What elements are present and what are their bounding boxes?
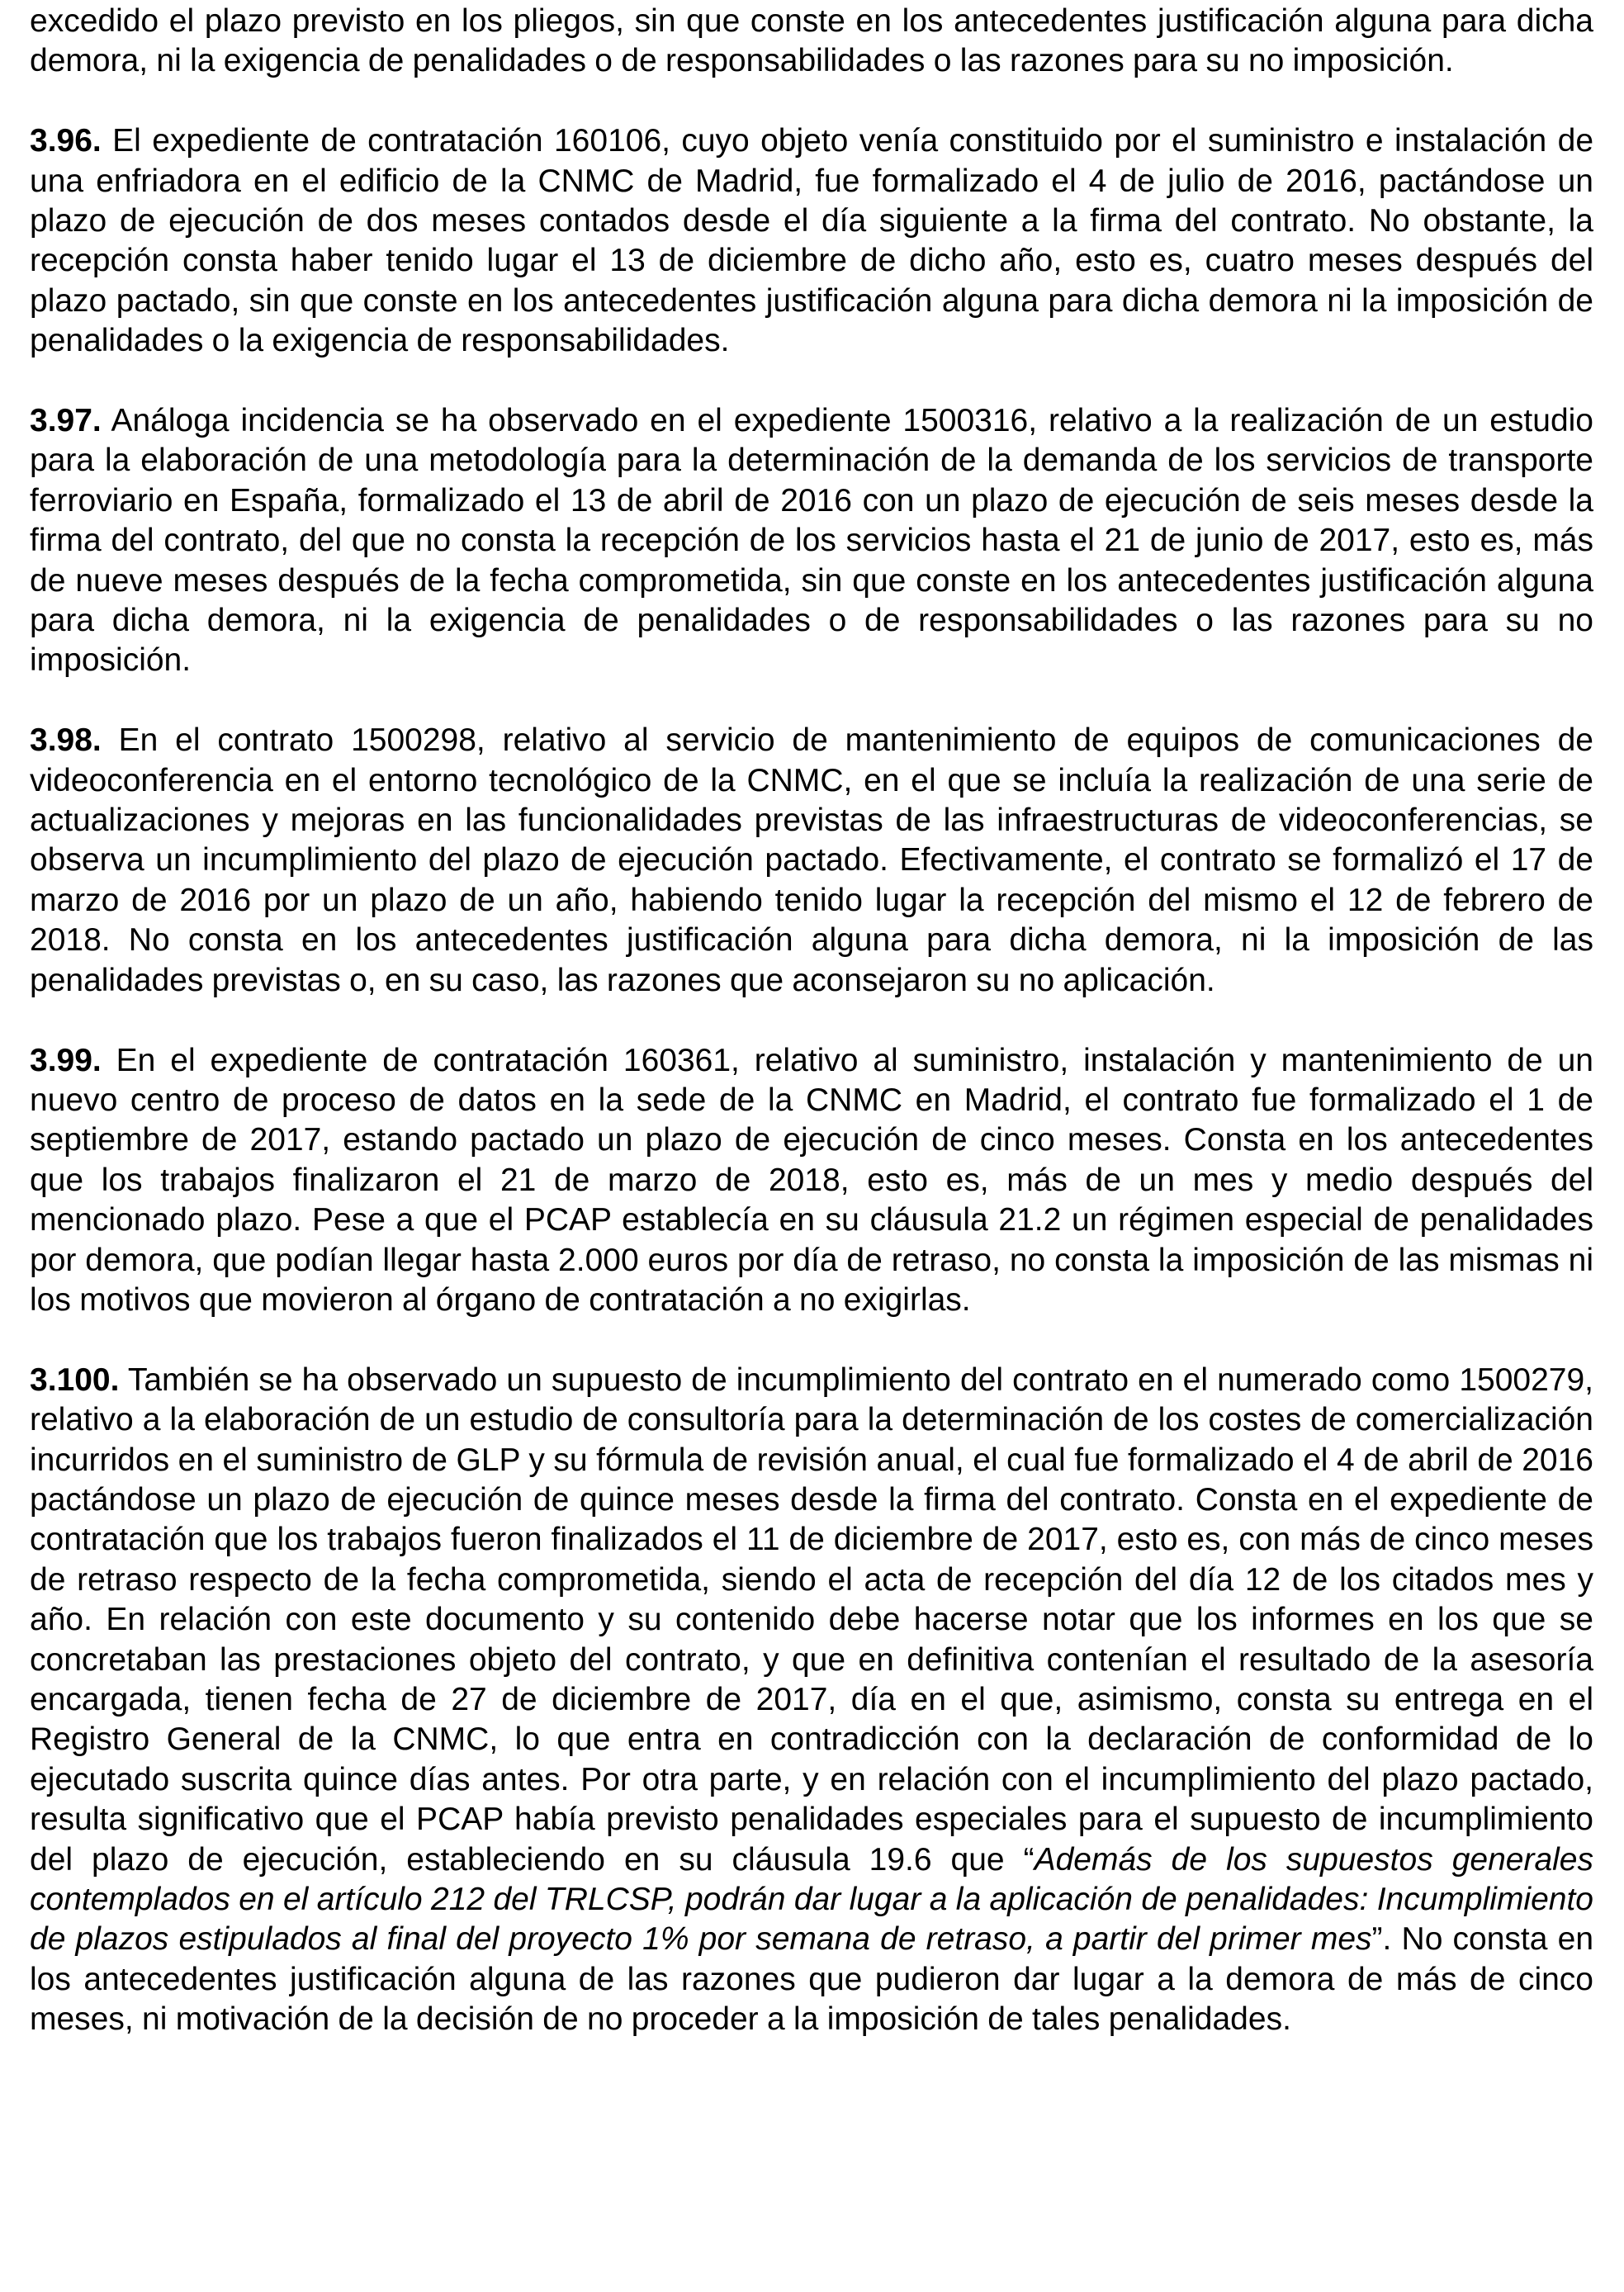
paragraph-3-100 [30, 1361, 1593, 2040]
paragraph-number: 3.98. [30, 722, 102, 759]
paragraph-3-96 [30, 121, 1593, 361]
paragraph-number: 3.97. [30, 403, 102, 439]
paragraph-text: En el contrato 1500298, relativo al servicio de mantenimiento de equipos de comunicaciones de videoconferencia en el entorno tecnológico de la CNMC, en el que se incluía la realización de una serie de actualizaciones y mejoras en las funcionalidades previstas de las infraestructuras de videoconferencias, se observa un incumplimiento del plazo de ejecución pactado. Efectivamente, el contrato se formalizó el 17 de marzo de 2016 por un plazo de un año, habiendo tenido lugar la recepción del mismo el 12 de febrero de 2018. No consta en los antecedentes justificación alguna para dicha demora, ni la imposición de las penalidades previstas o, en su caso, las razones que aconsejaron su no aplicación. [30, 722, 1593, 998]
document-page [30, 2, 1593, 2040]
paragraph-text: El expediente de contratación 160106, cuyo objeto venía constituido por el suministro e instalación de una enfriadora en el edificio de la CNMC de Madrid, fue formalizado el 4 de julio de 2016, pactándose un plazo de ejecución de dos meses contados desde el día siguiente a la firma del contrato. No obstante, la recepción consta haber tenido lugar el 13 de diciembre de dicho año, esto es, cuatro meses después del plazo pactado, sin que conste en los antecedentes justificación alguna para dicha demora ni la imposición de penalidades o la exigencia de responsabilidades. [30, 123, 1594, 359]
paragraph-3-98 [30, 721, 1593, 1001]
paragraph-3-99 [30, 1041, 1593, 1321]
paragraph-text: excedido el plazo previsto en los pliegos, sin que conste en los antecedentes justificación alguna para dicha demora, ni la exigencia de penalidades o de responsabilidades o las razones para su no imposición. [30, 3, 1593, 79]
paragraph-continuation [30, 2, 1593, 82]
quoted-clause: Además de los supuestos generales contemplados en el artículo 212 del TRLCSP, podrán dar lugar a la aplicación de penalidades: Incumplimiento de plazos estipulados al final del proyecto 1% por semana de retraso, a partir del primer mes [30, 1841, 1593, 1958]
paragraph-number: 3.99. [30, 1042, 102, 1078]
paragraph-text-after-quote: ”. No consta en los antecedentes justificación alguna de las razones que pudieron dar lugar a la demora de más de cinco meses, ni motivación de la decisión de no proceder a la imposición de tales penalidades. [30, 1921, 1594, 2038]
paragraph-text: Análoga incidencia se ha observado en el expediente 1500316, relativo a la realización de un estudio para la elaboración de una metodología para la determinación de la demanda de los servicios de transporte ferroviario en España, formalizado el 13 de abril de 2016 con un plazo de ejecución de seis meses desde la firma del contrato, del que no consta la recepción de los servicios hasta el 21 de junio de 2017, esto es, más de nueve meses después de la fecha comprometida, sin que conste en los antecedentes justificación alguna para dicha demora, ni la exigencia de penalidades o de responsabilidades o las razones para su no imposición. [30, 403, 1593, 679]
paragraph-text: También se ha observado un supuesto de incumplimiento del contrato en el numerado como 1500279, relativo a la elaboración de un estudio de consultoría para la determinación de los costes de comercialización incurridos en el suministro de GLP y su fórmula de revisión anual, el cual fue formalizado el 4 de abril de 2016 pactándose un plazo de ejecución de quince meses desde la firma del contrato. Consta en el expediente de contratación que los trabajos fueron finalizados el 11 de diciembre de 2017, esto es, con más de cinco meses de retraso respecto de la fecha comprometida, siendo el acta de recepción del día 12 de los citados mes y año. En relación con este documento y su contenido debe hacerse notar que los informes en los que se concretaban las prestaciones objeto del contrato, y que en definitiva contenían el resultado de la asesoría encargada, tienen fecha de 27 de diciembre de 2017, día en el que, asimismo, consta su entrega en el Registro General de la CNMC, lo que entra en contradicción con la declaración de conformidad de lo ejecutado suscrita quince días antes. Por otra parte, y en relación con el incumplimiento del plazo pactado, resulta significativo que el PCAP había previsto penalidades especiales para el supuesto de incumplimiento del plazo de ejecución, estableciendo en su cláusula 19.6 que “ [30, 1361, 1593, 1878]
paragraph-text: En el expediente de contratación 160361, relativo al suministro, instalación y mantenimiento de un nuevo centro de proceso de datos en la sede de la CNMC en Madrid, el contrato fue formalizado el 1 de septiembre de 2017, estando pactado un plazo de ejecución de cinco meses. Consta en los antecedentes que los trabajos finalizaron el 21 de marzo de 2018, esto es, más de un mes y medio después del mencionado plazo. Pese a que el PCAP establecía en su cláusula 21.2 un régimen especial de penalidades por demora, que podían llegar hasta 2.000 euros por día de retraso, no consta la imposición de las mismas ni los motivos que movieron al órgano de contratación a no exigirlas. [30, 1042, 1593, 1318]
paragraph-number: 3.100. [30, 1361, 120, 1398]
paragraph-number: 3.96. [30, 123, 102, 159]
paragraph-3-97 [30, 401, 1593, 681]
